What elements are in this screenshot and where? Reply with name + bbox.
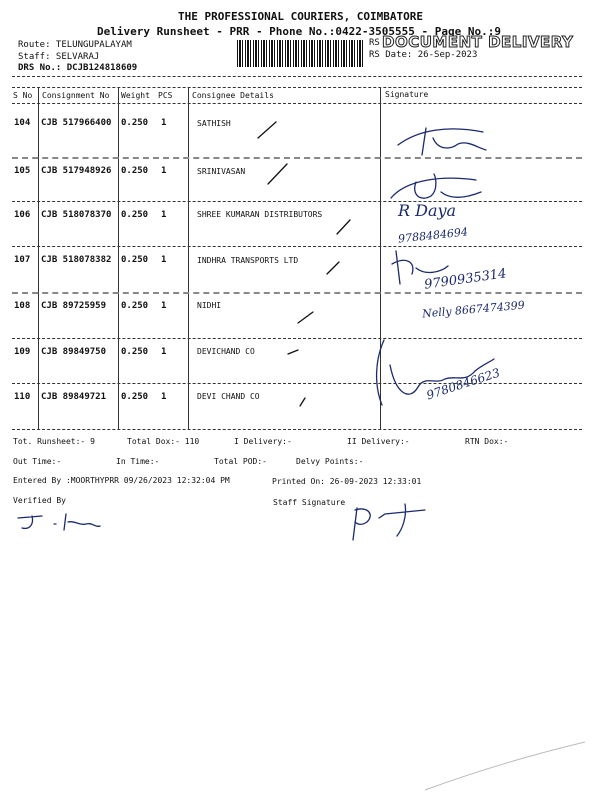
phone-row-110: 9780846623: [424, 365, 502, 403]
row-consignee: DEVI CHAND CO: [197, 392, 260, 401]
row-consignment: CJB 517948926: [41, 166, 112, 176]
delivery-points: Delvy Points:-: [296, 457, 364, 466]
in-time: In Time:-: [116, 457, 160, 466]
ii-delivery: II Delivery:-: [347, 437, 410, 446]
row-weight: 0.250: [121, 118, 149, 128]
row-weight: 0.250: [121, 255, 149, 265]
verified-by-label: Verified By: [13, 496, 66, 505]
staff-signature: [345, 500, 435, 545]
row-consignee: DEVICHAND CO: [197, 347, 255, 356]
row-pcs: 1: [161, 210, 167, 220]
rs-date: RS Date: 26-Sep-2023: [369, 50, 478, 60]
phone-row-107: 9790935314: [423, 266, 508, 293]
col-weight: Weight: [121, 91, 150, 100]
signature-row-104: [388, 110, 558, 170]
row-sno: 107: [14, 255, 31, 265]
signature-row-106: R Daya: [398, 201, 457, 220]
col-consignment: Consignment No: [42, 91, 110, 100]
row-sno: 109: [14, 347, 31, 357]
row-pcs: 1: [161, 118, 167, 128]
route-label: Route: TELUNGUPALAYAM: [18, 40, 132, 50]
row-consignee: NIDHI: [197, 301, 222, 310]
row-pcs: 1: [161, 392, 167, 402]
printed-on: Printed On: 26-09-2023 12:33:01: [272, 477, 422, 486]
document-delivery-stamp: DOCUMENT DELIVERY: [382, 33, 574, 51]
row-consignment: CJB 89725959: [41, 301, 107, 311]
row-weight: 0.250: [121, 347, 149, 357]
col-sno: S No: [13, 91, 33, 100]
verifier-signature: [14, 510, 104, 535]
row-consignee: SATHISH: [197, 119, 231, 128]
phone-row-106: 9788484694: [397, 225, 469, 246]
total-pod: Total POD:-: [214, 457, 267, 466]
company-title: THE PROFESSIONAL COURIERS, COIMBATORE: [178, 10, 424, 23]
col-consignee: Consignee Details: [192, 91, 274, 100]
staff-signature-label: Staff Signature: [273, 498, 346, 507]
row-consignment: CJB 518078382: [41, 255, 112, 265]
row-weight: 0.250: [121, 166, 149, 176]
row-weight: 0.250: [121, 301, 149, 311]
row-pcs: 1: [161, 347, 167, 357]
row-pcs: 1: [161, 166, 167, 176]
col-pcs: PCS: [158, 91, 173, 100]
drs-number: DRS No.: DCJB124818609: [18, 63, 138, 73]
row-consignee: INDHRA TRANSPORTS LTD: [197, 256, 299, 265]
col-signature: Signature: [385, 90, 429, 99]
row-pcs: 1: [161, 301, 167, 311]
row-sno: 106: [14, 210, 31, 220]
row-pcs: 1: [161, 255, 167, 265]
staff-label: Staff: SELVARAJ: [18, 52, 100, 62]
rtn-dox: RTN Dox:-: [465, 437, 509, 446]
total-runsheet: Tot. Runsheet:- 9: [13, 437, 95, 446]
row-sno: 104: [14, 118, 31, 128]
row-consignment: CJB 89849721: [41, 392, 107, 402]
row-consignment: CJB 518078370: [41, 210, 112, 220]
runsheet-subtitle: Delivery Runsheet - PRR - Phone No.:0422-3505555 - Page No.:9: [97, 25, 501, 38]
out-time: Out Time:-: [13, 457, 62, 466]
row-consignee: SRINIVASAN: [197, 167, 246, 176]
row-sno: 108: [14, 301, 31, 311]
row-consignee: SHREE KUMARAN DISTRIBUTORS: [197, 210, 323, 219]
row-consignment: CJB 89849750: [41, 347, 107, 357]
i-delivery: I Delivery:-: [234, 437, 292, 446]
signature-row-108: Nelly 8667474399: [421, 298, 526, 321]
row-weight: 0.250: [121, 392, 149, 402]
row-sno: 105: [14, 166, 31, 176]
total-dox: Total Dox:- 110: [127, 437, 200, 446]
entered-by: Entered By :MOORTHYPRR 09/26/2023 12:32:04 PM: [13, 476, 230, 485]
row-sno: 110: [14, 392, 31, 402]
scan-mark: [420, 740, 590, 795]
row-weight: 0.250: [121, 210, 149, 220]
row-consignment: CJB 517966400: [41, 118, 112, 128]
rs-label: RS: [369, 38, 380, 48]
